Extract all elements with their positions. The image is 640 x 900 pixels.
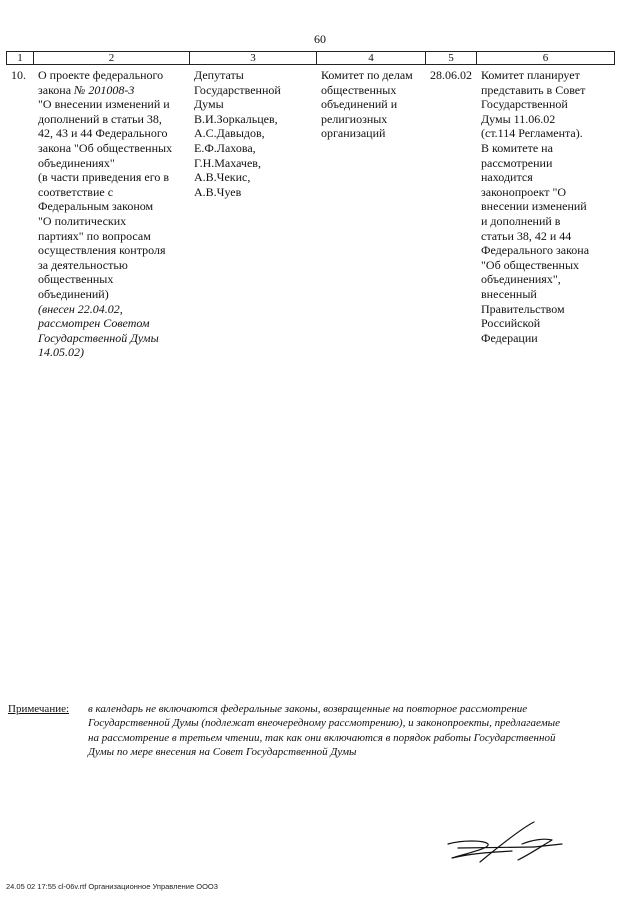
- column-header-2: 2: [34, 52, 190, 65]
- column-header-5: 5: [426, 52, 477, 65]
- committee-cell: Комитет по делам общественных объединений и религиозных организаций: [317, 65, 426, 360]
- table-row: [7, 65, 615, 360]
- column-header-3: 3: [190, 52, 317, 65]
- bill-title-prefix: О проекте федерального закона: [38, 68, 164, 97]
- bill-number: № 201008-3: [74, 82, 135, 97]
- authors-cell: Депутаты Государственной Думы В.И.Зоркальцев, А.С.Давыдов, Е.Ф.Лахова, Г.Н.Махачев, А.В.Чекис, А.В.Чуев: [190, 65, 317, 360]
- agenda-table: [6, 51, 615, 360]
- document-footer: 24.05 02 17:55 cl-06v.rtf Организационное Управление ООО3: [6, 882, 218, 891]
- signature-icon: [422, 818, 572, 868]
- bill-title-body: "О внесении изменений и дополнений в статьи 38, 42, 43 и 44 Федерального закона "Об общественных объединениях" (в части приведения его в соответствие с Федеральным законом "О политических партиях" по вопросам осуществления контроля за деятельностью общественных объединений): [38, 97, 173, 301]
- bill-title-cell: [34, 65, 190, 360]
- footnote-text: в календарь не включаются федеральные законы, возвращенные на повторное рассмотрение Государственной Думы (подлежат внеочередному рассмотрению), и законопроекты, предлагаемые на рассмотрение в третьем чтении, так как они включаются в порядок работы Государственной Думы по мере внесения на Совет Государственной Думы: [88, 703, 560, 759]
- column-number-header-row: [7, 52, 615, 65]
- bill-submission-note: (внесен 22.04.02, рассмотрен Советом Государственной Думы 14.05.02): [38, 301, 159, 360]
- column-header-6: 6: [477, 52, 615, 65]
- column-header-4: 4: [317, 52, 426, 65]
- date-cell: 28.06.02: [426, 65, 477, 360]
- column-header-1: 1: [7, 52, 34, 65]
- page-number: 60: [314, 32, 326, 46]
- row-number: 10.: [7, 65, 34, 360]
- remarks-cell: Комитет планирует представить в Совет Государственной Думы 11.06.02 (ст.114 Регламента). В комитете на рассмотрении находится законопроект "О внесении изменений и дополнений в статьи 38, 42 и 44 Федерального закона "Об общественных объединениях", внесенный Правительством Российской Федерации: [477, 65, 615, 360]
- footnote-label: Примечание:: [8, 703, 70, 715]
